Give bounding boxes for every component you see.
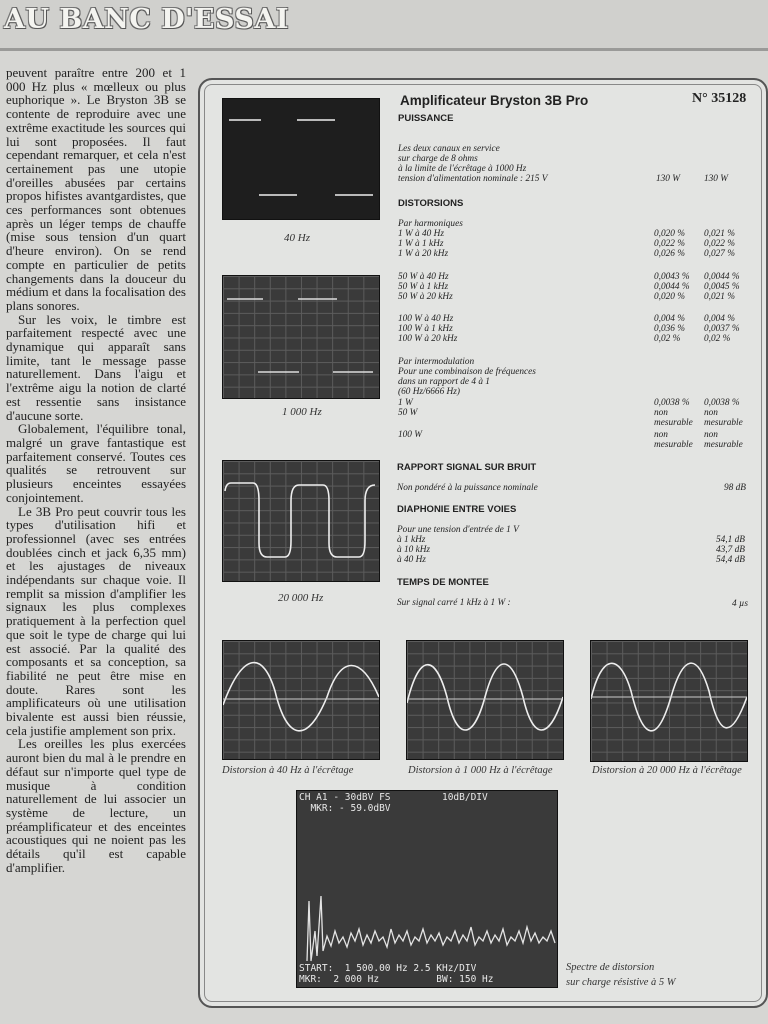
dist-row-label: 100 W à 40 Hz: [398, 314, 454, 324]
section-montee: TEMPS DE MONTEE: [397, 577, 489, 588]
im-line: Par intermodulation: [398, 357, 475, 367]
dist-value: 0,021 %: [704, 229, 735, 239]
puissance-ch1: 130 W: [656, 174, 681, 184]
caption-distortion-40hz: Distorsion à 40 Hz à l'écrêtage: [222, 765, 354, 776]
section-diaphonie: DIAPHONIE ENTRE VOIES: [397, 504, 517, 515]
spectrum-bandwidth: MKR: 2 000 Hz BW: 150 Hz: [299, 974, 494, 985]
sine-trace: [591, 641, 747, 761]
header-rule: [0, 48, 768, 51]
paragraph: Sur les voix, le timbre est parfaitement respecté avec une dynamique qui apparaît sans limite, tant le message passe naturellement. Dans l'aigu et l'extrême aigu la notion de clarté est ressentie sans insistance d'aucune sorte.: [6, 311, 186, 423]
sine-trace: [407, 641, 563, 759]
distortion-1000hz-scope: [406, 640, 564, 760]
dist-row-label: 100 W à 1 kHz: [398, 324, 453, 334]
puissance-line: tension d'alimentation nominale : 215 V: [398, 174, 548, 184]
diaphonie-value: 43,7 dB: [716, 545, 745, 555]
im-row-label: 100 W: [398, 430, 423, 440]
im-value: non: [654, 430, 668, 440]
dist-value: 0,027 %: [704, 249, 735, 259]
puissance-line: à la limite de l'écrêtage à 1000 Hz: [398, 164, 527, 174]
dist-value: 0,020 %: [654, 292, 685, 302]
dist-value: 0,0044 %: [654, 282, 690, 292]
dist-row-label: 1 W à 20 kHz: [398, 249, 449, 259]
caption-distortion-1000hz: Distorsion à 1 000 Hz à l'écrêtage: [408, 765, 553, 776]
dist-value: 0,0043 %: [654, 272, 690, 282]
spectrum-trace: [297, 791, 557, 987]
dist-row-label: 1 W à 1 kHz: [398, 239, 444, 249]
dist-value: 0,021 %: [704, 292, 735, 302]
paragraph: peuvent paraître entre 200 et 1 000 Hz plus « mœlleux ou plus euphorique ». Le Bryston 3B se contente de reproduire avec une extrême exactitude les sources qui lui sont proposées. Il faut cependant remarquer, et cela n'est certainement pas une utopie d'oreilles abusées par certains propos hifistes avantgardistes, que ces performances sont obtenues après un léger temps de chauffe (mise sous tension d'un quart d'heure environ). On se rend compte en particulier de petits changements dans la douceur du médium et dans la focalisation des plans sonores.: [6, 65, 186, 313]
im-line: dans un rapport de 4 à 1: [398, 377, 490, 387]
spectrum-start: START: 1 500.00 Hz 2.5 KHz/DIV: [299, 963, 477, 974]
paragraph: Globalement, l'équilibre tonal, malgré un grave fantastique est parfaitement conservé. Toutes ces qualités se retrouvent sur plusieurs enceintes essayées conjointement.: [6, 421, 186, 505]
caption-spectrum-2: sur charge résistive à 5 W: [566, 977, 676, 988]
square-wave-trace: [223, 461, 379, 581]
dist-value: 0,022 %: [654, 239, 685, 249]
caption-spectrum-1: Spectre de distorsion: [566, 962, 655, 973]
montee-line: Sur signal carré 1 kHz à 1 W :: [397, 598, 511, 608]
im-row-label: 50 W: [398, 408, 418, 418]
page-header: [0, 0, 768, 50]
distortion-20000hz-scope: [590, 640, 748, 762]
caption-20000hz: 20 000 Hz: [278, 592, 324, 604]
product-title: Amplificateur Bryston 3B Pro: [400, 93, 589, 108]
dist-value: 0,026 %: [654, 249, 685, 259]
im-value: 0,0038 %: [704, 398, 740, 408]
distortion-spectrum: [296, 790, 558, 988]
snr-line: Non pondéré à la puissance nominale: [397, 483, 538, 493]
distortion-40hz-scope: [222, 640, 380, 760]
paragraph: Le 3B Pro peut couvrir tous les types d'utilisation hifi et professionnel (avec ses entrées doublées cinch et jack 6,35 mm) et les ajustages de niveaux indépendants sur chaque voie. Il remplit sa mission d'amplifier les signaux les plus complexes pratiquement à la perfection quel que soit le type de charge qui lui est associé. Par la qualité des composants et sa conception, sa fiabilité ne peut être mise en doute. Rares sont les amplificateurs où une utilisation bivalente est aussi bien réussie, cela justifie amplement son prix.: [6, 503, 186, 738]
diaphonie-value: 54,4 dB: [716, 555, 745, 565]
puissance-line: Les deux canaux en service: [398, 144, 500, 154]
diaphonie-line: à 1 kHz: [397, 535, 426, 545]
oscillogram-1000hz: [222, 275, 380, 399]
square-wave-trace: [223, 99, 379, 219]
dist-value: 0,020 %: [654, 229, 685, 239]
oscillogram-40hz: [222, 98, 380, 220]
dist-value: 0,036 %: [654, 324, 685, 334]
test-number: N° 35128: [692, 91, 747, 106]
puissance-ch2: 130 W: [704, 174, 729, 184]
dist-row-label: 50 W à 40 Hz: [398, 272, 449, 282]
section-distorsions: DISTORSIONS: [398, 198, 464, 209]
spectrum-marker: MKR: - 59.0dBV: [299, 803, 391, 814]
im-value: mesurable: [704, 440, 743, 450]
spectrum-header: CH A1 - 30dBV FS 10dB/DIV: [299, 792, 488, 803]
article-column: [6, 66, 186, 874]
snr-value: 98 dB: [724, 483, 746, 493]
dist-row-label: 50 W à 1 kHz: [398, 282, 449, 292]
caption-1000hz: 1 000 Hz: [282, 406, 322, 418]
im-value: mesurable: [704, 418, 743, 428]
dist-row-label: 100 W à 20 kHz: [398, 334, 458, 344]
diaphonie-line: à 10 kHz: [397, 545, 431, 555]
sine-trace: [223, 641, 379, 759]
dist-value: 0,02 %: [654, 334, 681, 344]
dist-value: 0,004 %: [704, 314, 735, 324]
section-snr: RAPPORT SIGNAL SUR BRUIT: [397, 462, 537, 473]
im-value: non: [704, 408, 718, 418]
dist-value: 0,0044 %: [704, 272, 740, 282]
dist-row-label: 50 W à 20 kHz: [398, 292, 453, 302]
section-puissance: PUISSANCE: [398, 113, 454, 124]
im-value: mesurable: [654, 440, 693, 450]
section-title: AU BANC D'ESSAI: [4, 4, 289, 35]
diaphonie-value: 54,1 dB: [716, 535, 745, 545]
im-row-label: 1 W: [398, 398, 413, 408]
dist-value: 0,02 %: [704, 334, 731, 344]
im-line: Pour une combinaison de fréquences: [398, 367, 536, 377]
im-value: non: [704, 430, 718, 440]
dist-value: 0,0037 %: [704, 324, 740, 334]
im-value: 0,0038 %: [654, 398, 690, 408]
paragraph: Les oreilles les plus exercées auront bien du mal à le prendre en défaut sur n'importe quel type de musique à condition naturellement de lui associer un système de lecture, un préamplificateur et des enceintes acoustiques qui ne noient pas les détails qu'il est capable d'amplifier.: [6, 736, 186, 875]
im-value: mesurable: [654, 418, 693, 428]
square-wave-trace: [223, 276, 379, 398]
oscillogram-20000hz: [222, 460, 380, 582]
diaphonie-line: Pour une tension d'entrée de 1 V: [397, 525, 519, 535]
diaphonie-line: à 40 Hz: [397, 555, 426, 565]
distorsions-sub: Par harmoniques: [398, 219, 463, 229]
dist-value: 0,022 %: [704, 239, 735, 249]
im-value: non: [654, 408, 668, 418]
dist-value: 0,0045 %: [704, 282, 740, 292]
montee-value: 4 µs: [732, 599, 748, 609]
dist-value: 0,004 %: [654, 314, 685, 324]
puissance-line: sur charge de 8 ohms: [398, 154, 478, 164]
caption-40hz: 40 Hz: [284, 232, 310, 244]
caption-distortion-20000hz: Distorsion à 20 000 Hz à l'écrêtage: [592, 765, 742, 776]
im-line: (60 Hz/6666 Hz): [398, 387, 460, 397]
dist-row-label: 1 W à 40 Hz: [398, 229, 444, 239]
